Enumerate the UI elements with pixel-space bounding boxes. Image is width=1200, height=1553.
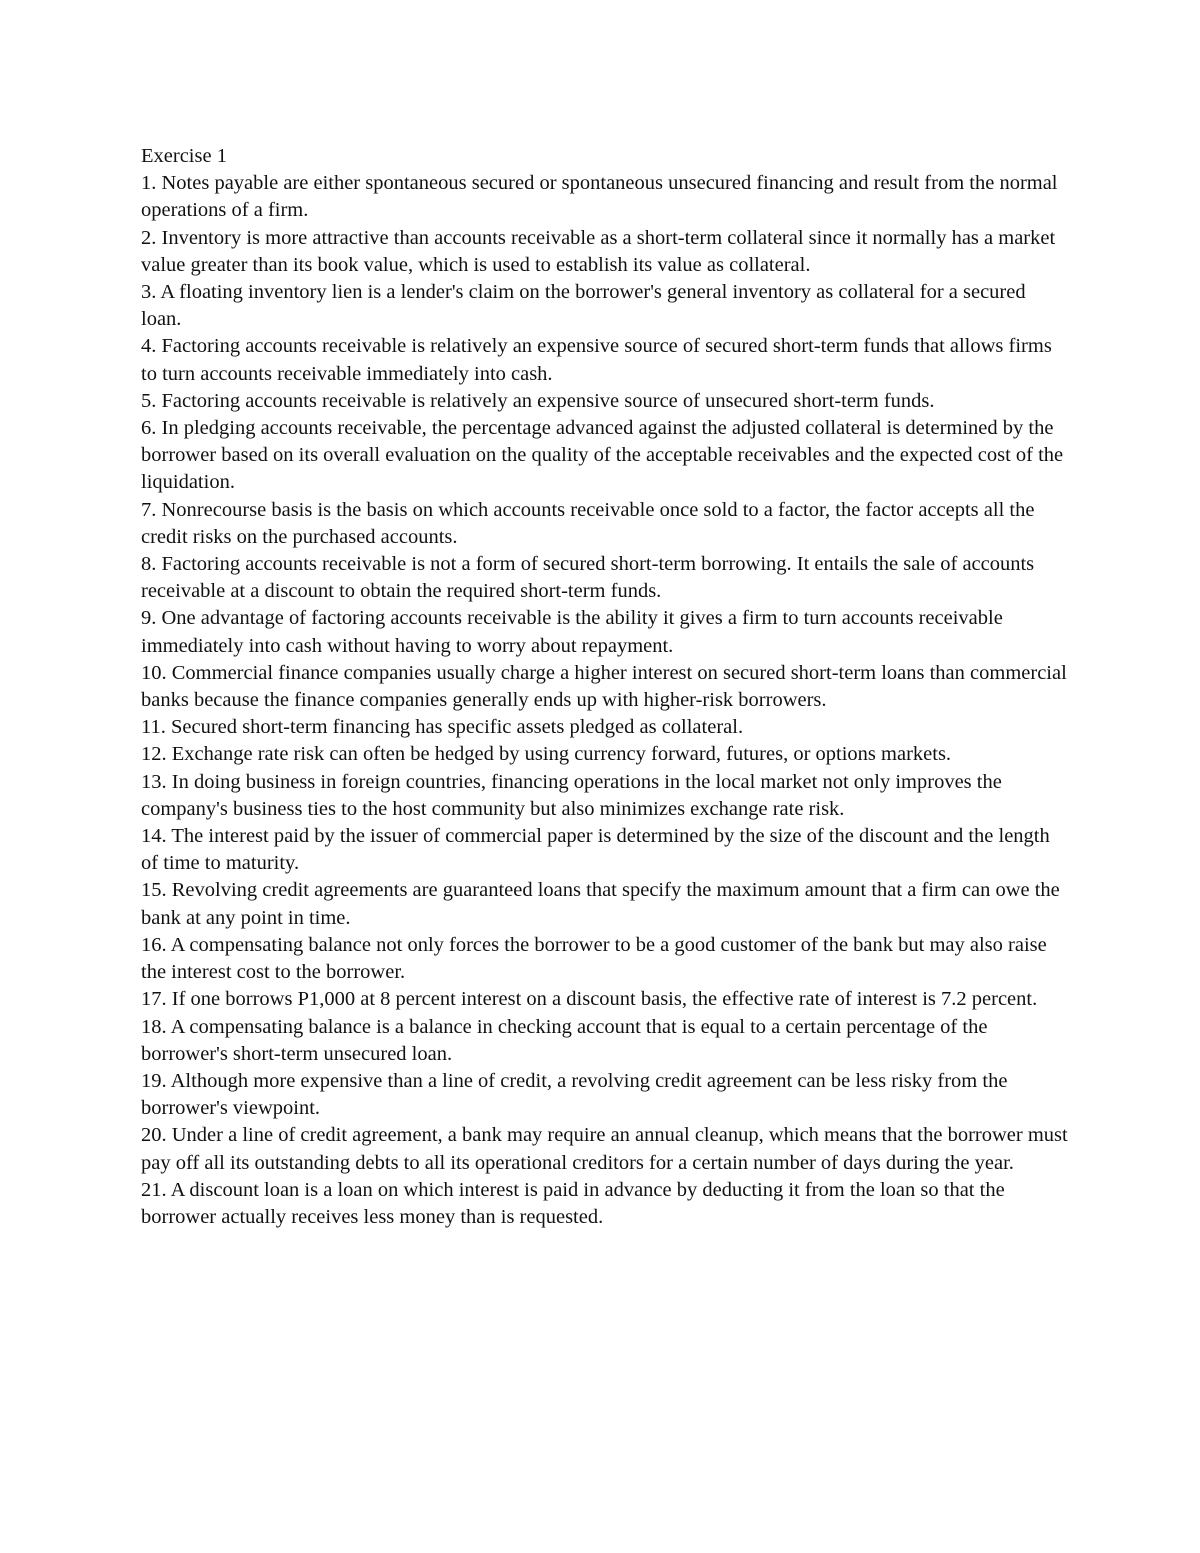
exercise-statement: 13. In doing business in foreign countries, financing operations in the local market not only improves the company's business ties to the host community but also minimizes exchange rate risk. <box>141 770 1002 820</box>
exercise-statement: 11. Secured short-term financing has specific assets pledged as collateral. <box>141 716 744 739</box>
exercise-statement: 16. A compensating balance not only forces the borrower to be a good customer of the bank but may also raise the interest cost to the borrower. <box>141 933 1047 984</box>
exercise-statement: 2. Inventory is more attractive than accounts receivable as a short-term collateral since it normally has a market value greater than its book value, which is used to establish its value as collateral. <box>141 226 1056 276</box>
exercise-statement: 5. Factoring accounts receivable is relatively an expensive source of unsecured short-term funds. <box>141 389 935 412</box>
exercise-statement: 18. A compensating balance is a balance in checking account that is equal to a certain percentage of the borrower's short-term unsecured loan. <box>141 1015 988 1065</box>
document-title: Exercise 1 <box>141 145 227 167</box>
exercise-statement: 9. One advantage of factoring accounts receivable is the ability it gives a firm to turn accounts receivable immediately into cash without having to worry about repayment. <box>141 607 1003 657</box>
exercise-statement: 15. Revolving credit agreements are guaranteed loans that specify the maximum amount that a firm can owe the bank at any point in time. <box>141 879 1060 929</box>
exercise-statement: 7. Nonrecourse basis is the basis on which accounts receivable once sold to a factor, the factor accepts all the credit risks on the purchased accounts. <box>141 498 1035 548</box>
exercise-statement: 6. In pledging accounts receivable, the percentage advanced against the adjusted collateral is determined by the borrower based on its overall evaluation on the quality of the acceptable receivables and the expected cost of the liquidation. <box>141 417 1064 494</box>
exercise-statement: 3. A floating inventory lien is a lender's claim on the borrower's general inventory as collateral for a secured loan. <box>141 281 1026 331</box>
exercise-statement: 8. Factoring accounts receivable is not a form of secured short-term borrowing. It entails the sale of accounts receivable at a discount to obtain the required short-term funds. <box>141 553 1035 603</box>
exercise-statement: 19. Although more expensive than a line of credit, a revolving credit agreement can be less risky from the borrower's viewpoint. <box>141 1069 1008 1120</box>
document-body <box>141 143 1071 1231</box>
exercise-statement: 21. A discount loan is a loan on which interest is paid in advance by deducting it from the loan so that the borrower actually receives less money than is requested. <box>141 1178 1005 1228</box>
exercise-statement: 10. Commercial finance companies usually charge a higher interest on secured short-term loans than commercial banks because the finance companies generally ends up with higher-risk borrowers. <box>141 661 1067 712</box>
exercise-statement: 14. The interest paid by the issuer of commercial paper is determined by the size of the discount and the length of time to maturity. <box>141 825 1050 875</box>
exercise-statement: 12. Exchange rate risk can often be hedged by using currency forward, futures, or options markets. <box>141 743 952 766</box>
exercise-statement: 4. Factoring accounts receivable is relatively an expensive source of secured short-term funds that allows firms to turn accounts receivable immediately into cash. <box>141 335 1052 385</box>
exercise-statement: 1. Notes payable are either spontaneous secured or spontaneous unsecured financing and result from the normal operations of a firm. <box>141 172 1058 222</box>
exercise-statement: 17. If one borrows P1,000 at 8 percent interest on a discount basis, the effective rate of interest is 7.2 percent. <box>141 988 1038 1011</box>
exercise-statement-list <box>141 170 1071 1231</box>
exercise-statement: 20. Under a line of credit agreement, a bank may require an annual cleanup, which means that the borrower must pay off all its outstanding debts to all its operational creditors for a certain number of days during the year. <box>141 1124 1068 1174</box>
